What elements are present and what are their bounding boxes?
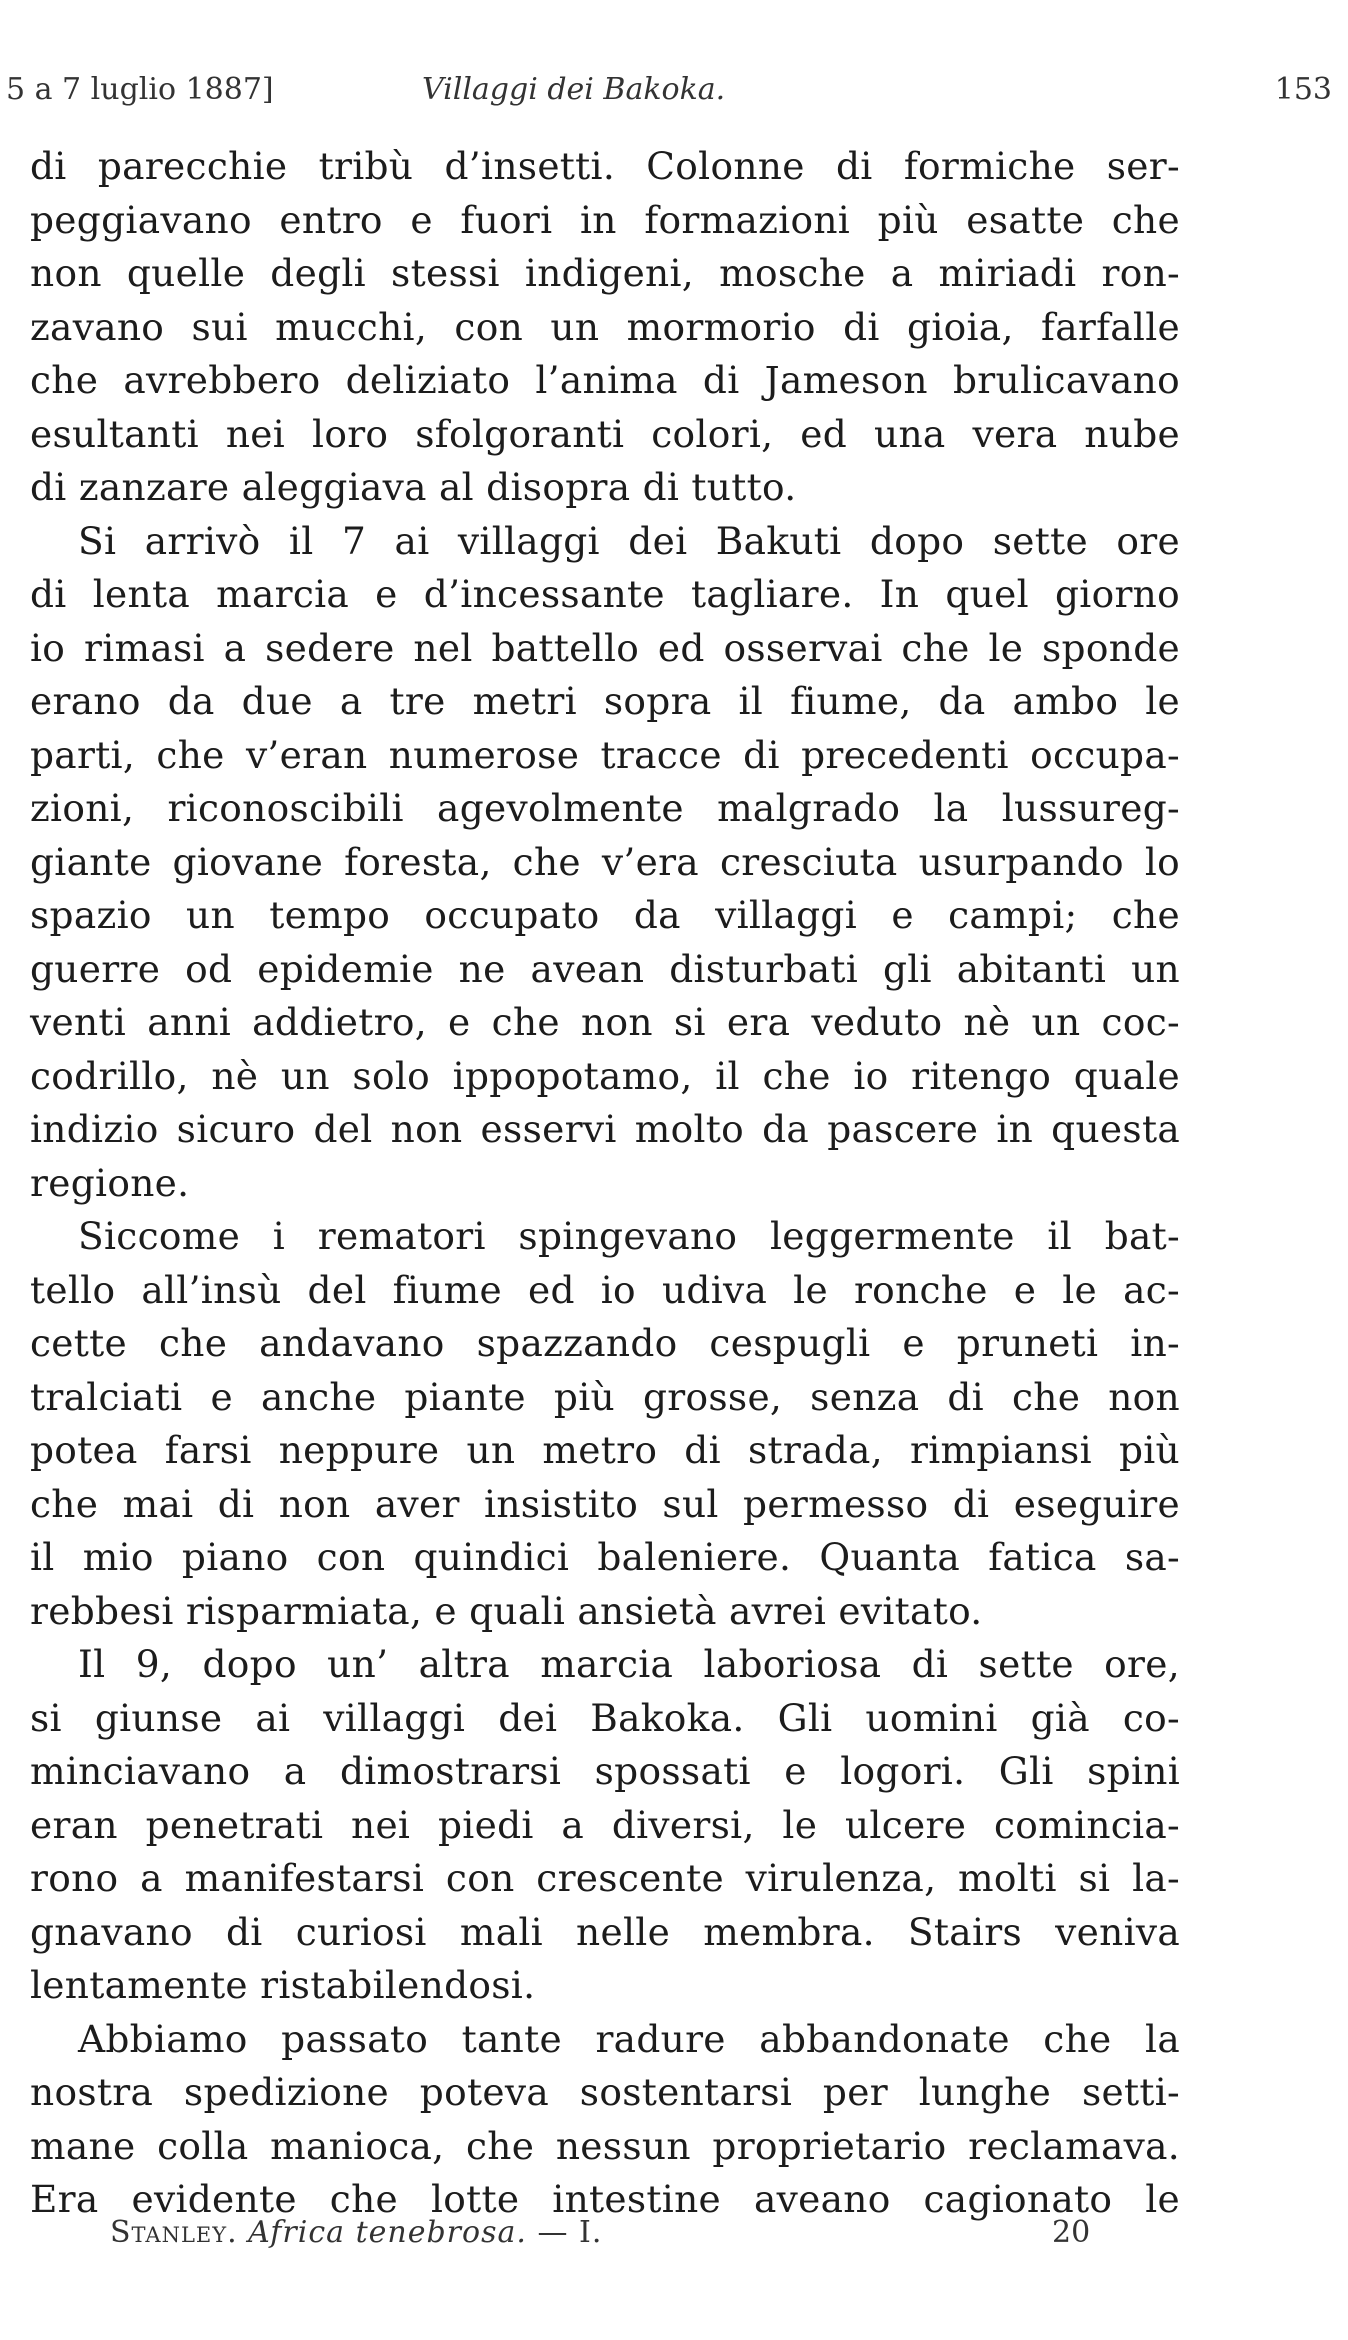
text-line: indizio sicuro del non esservi molto da pascere in questa [30,1107,1180,1151]
text-line: guerre od epidemie ne avean disturbati gli abitanti un [30,946,1180,991]
text-line: regione. [30,1160,190,1205]
text-line: si giunse ai villaggi dei Bakoka. Gli uomini già co- [30,1695,1180,1740]
text-line: che avrebbero deliziato l’anima di Jameson brulicavano [30,358,1180,402]
text-line: tralciati e anche piante più grosse, senza di che non [30,1374,1180,1419]
signature-footer [0,2215,1348,2259]
text-line: zavano sui mucchi, con un mormorio di gioia, farfalle [30,304,1180,349]
text-line: giante giovane foresta, che v’era cresciuta usurpando lo [30,839,1180,884]
text-line: potea farsi neppure un metro di strada, rimpiansi più [30,1428,1180,1472]
text-line: rebbesi risparmiata, e quali ansietà avrei evitato. [30,1588,983,1633]
text-line: codrillo, nè un solo ippopotamo, il che io ritengo quale [30,1053,1180,1098]
footer-signature [110,2215,602,2250]
text-line: lentamente ristabilendosi. [30,1963,536,2007]
text-line: Abbiamo passato tante radure abbandonate che la [78,2016,1180,2061]
text-line: spazio un tempo occupato da villaggi e campi; che [30,893,1180,937]
text-line: gnavano di curiosi mali nelle membra. Stairs veniva [30,1909,1180,1954]
text-line: Era evidente che lotte intestine aveano cagionato le [30,2177,1180,2221]
text-line: di parecchie tribù d’insetti. Colonne di formiche ser- [30,144,1180,188]
text-line: mane colla manioca, che nessun proprietario reclamava. [30,2123,1180,2168]
text-line: minciavano a dimostrarsi spossati e logori. Gli spini [30,1749,1180,1793]
footer-author: Stanley. [110,2215,238,2250]
text-line: io rimasi a sedere nel battello ed osservai che le sponde [30,625,1180,670]
text-line: erano da due a tre metri sopra il fiume, da ambo le [30,679,1180,723]
header-running-title: Villaggi dei Bakoka. [422,72,726,107]
text-line: non quelle degli stessi indigeni, mosche a miriadi ron- [30,251,1180,295]
text-line: zioni, riconoscibili agevolmente malgrado la lussureg- [30,786,1180,830]
text-line: rono a manifestarsi con crescente virulenza, molti si la- [30,1856,1180,1900]
footer-volume: — I. [537,2215,603,2250]
header-page-number: 153 [1274,72,1332,107]
text-line: di lenta marcia e d’incessante tagliare. In quel giorno [30,572,1180,616]
body-text [30,140,1180,2227]
header-date-range: 5 a 7 luglio 1887] [6,72,274,107]
text-line: cette che andavano spazzando cespugli e pruneti in- [30,1321,1180,1365]
text-line: eran penetrati nei piedi a diversi, le ulcere comincia- [30,1802,1180,1847]
text-line: venti anni addietro, e che non si era veduto nè un coc- [30,1000,1180,1044]
text-line: Il 9, dopo un’ altra marcia laboriosa di sette ore, [78,1642,1180,1686]
text-line: nostra spedizione poteva sostentarsi per lunghe setti- [30,2070,1180,2114]
footer-work-title: Africa tenebrosa. [248,2215,527,2250]
footer-signature-number: 20 [1052,2215,1091,2250]
text-line: il mio piano con quindici baleniere. Quanta fatica sa- [30,1535,1180,1579]
running-header [0,72,1348,122]
text-line: parti, che v’eran numerose tracce di precedenti occupa- [30,732,1180,777]
text-line: Siccome i rematori spingevano leggermente il bat- [78,1214,1180,1258]
text-line: Si arrivò il 7 ai villaggi dei Bakuti dopo sette ore [78,518,1180,563]
text-line: esultanti nei loro sfolgoranti colori, ed una vera nube [30,411,1180,456]
text-line: tello all’insù del fiume ed io udiva le ronche e le ac- [30,1267,1180,1312]
text-line: peggiavano entro e fuori in formazioni più esatte che [30,197,1180,242]
text-line: che mai di non aver insistito sul permesso di eseguire [30,1481,1180,1526]
text-line: di zanzare aleggiava al disopra di tutto. [30,465,797,509]
